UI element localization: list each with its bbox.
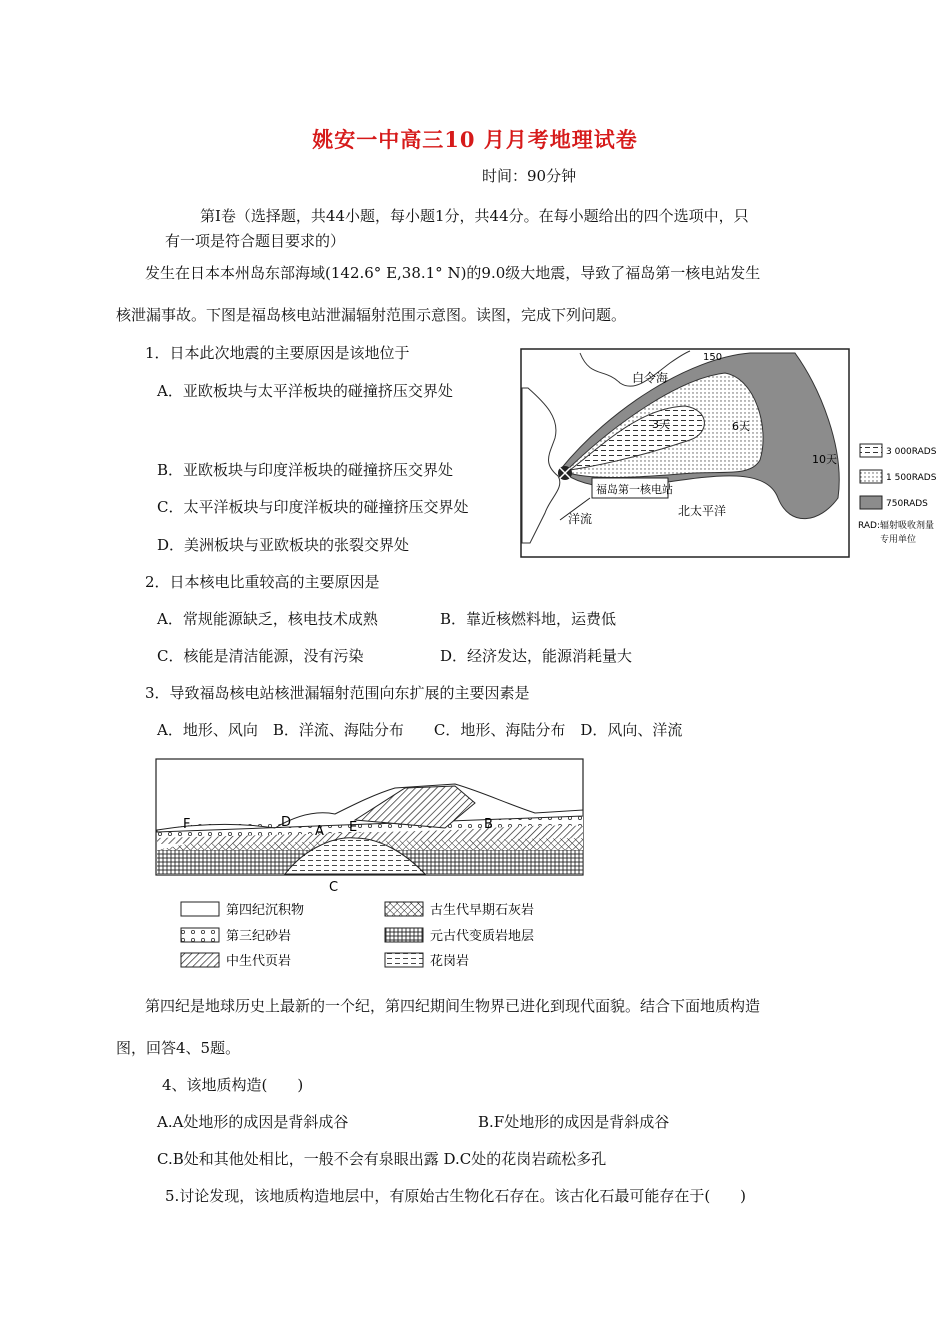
- legend-1500: 1 500RADS: [886, 473, 937, 483]
- map-legend: [856, 440, 950, 560]
- q1-option-b: B．亚欧板块与印度洋板块的碰撞挤压交界处: [157, 461, 454, 479]
- geo-label-b: B: [484, 817, 493, 832]
- geo-legend-mesozoic: 中生代页岩: [226, 954, 292, 969]
- map-label-plant: 福岛第一核电站: [596, 483, 673, 496]
- q4-stem: 4、该地质构造( ): [162, 1076, 304, 1094]
- passage1-line1: 发生在日本本州岛东部海域(142.6° E,38.1° N)的9.0级大地震，导致了福岛第一核电站发生: [145, 264, 761, 282]
- geo-label-e: E: [349, 820, 358, 835]
- legend-3000: 3 000RADS: [886, 447, 937, 457]
- q4-option-cd: C.B处和其他处相比，一般不会有泉眼出露 D.C处的花岗岩疏松多孔: [157, 1150, 607, 1168]
- geo-label-a: A: [315, 824, 324, 839]
- legend-750: 750RADS: [886, 499, 928, 509]
- passage2-line1: 第四纪是地球历史上最新的一个纪，第四纪期间生物界已进化到现代面貌。结合下面地质构造: [145, 997, 761, 1015]
- geo-legend-granite: 花岗岩: [430, 954, 470, 969]
- exam-time: 时间：90分钟: [482, 167, 577, 185]
- q1-option-d: D．美洲板块与亚欧板块的张裂交界处: [157, 536, 410, 554]
- passage1-line2: 核泄漏事故。下图是福岛核电站泄漏辐射范围示意图。读图，完成下列问题。: [116, 306, 627, 324]
- q2-option-d: D．经济发达，能源消耗量大: [440, 647, 633, 665]
- map-label-current: 洋流: [568, 512, 593, 526]
- section-intro-line1: 第Ⅰ卷（选择题，共44小题，每小题1分，共44分。在每小题给出的四个选项中，只: [200, 207, 749, 225]
- geo-legend-quaternary: 第四纪沉积物: [226, 903, 305, 918]
- legend-note-2: 专用单位: [880, 535, 917, 545]
- radiation-map: [520, 348, 850, 558]
- q2-option-b: B．靠近核燃料地，运费低: [440, 610, 617, 628]
- geo-label-c: C: [329, 880, 339, 893]
- map-label-top: 150: [703, 352, 723, 363]
- geo-legend-paleozoic: 古生代早期石灰岩: [430, 903, 535, 918]
- geo-label-d: D: [281, 815, 292, 830]
- q2-option-c: C．核能是清洁能源，没有污染: [157, 647, 364, 665]
- section-intro-line2: 有一项是符合题目要求的）: [165, 232, 346, 250]
- q3-stem: 3．导致福岛核电站核泄漏辐射范围向东扩展的主要因素是: [145, 684, 530, 702]
- geology-cross-section: [155, 758, 585, 893]
- geology-legend: [178, 896, 598, 976]
- passage2-line2: 图，回答4、5题。: [116, 1039, 241, 1057]
- geo-label-f: F: [183, 817, 191, 832]
- q2-stem: 2．日本核电比重较高的主要原因是: [145, 573, 380, 591]
- q3-options: A．地形、风向 B．洋流、海陆分布 C．地形、海陆分布 D．风向、洋流: [157, 721, 683, 739]
- page-title: 姚安一中高三10 月月考地理试卷: [312, 127, 638, 152]
- map-label-bering: 白令海: [632, 371, 669, 385]
- map-label-pacific: 北太平洋: [678, 504, 727, 518]
- q4-option-b: B.F处地形的成因是背斜成谷: [478, 1113, 670, 1131]
- geo-legend-proterozoic: 元古代变质岩地层: [430, 929, 535, 944]
- q5-stem: 5.讨论发现，该地质构造地层中，有原始古生物化石存在。该古化石最可能存在于( ): [165, 1187, 747, 1205]
- q1-option-c: C．太平洋板块与印度洋板块的碰撞挤压交界处: [157, 498, 469, 516]
- map-label-10d: 10天: [812, 453, 837, 466]
- legend-note-1: RAD:辐射吸收剂量: [858, 521, 935, 531]
- q4-option-a: A.A处地形的成因是背斜成谷: [157, 1113, 349, 1131]
- q1-stem: 1．日本此次地震的主要原因是该地位于: [145, 344, 410, 362]
- map-label-3d: 3天: [652, 418, 670, 431]
- q1-option-a: A．亚欧板块与太平洋板块的碰撞挤压交界处: [157, 382, 453, 400]
- map-label-6d: 6天: [732, 420, 750, 433]
- geo-legend-tertiary: 第三纪砂岩: [226, 929, 292, 944]
- q2-option-a: A．常规能源缺乏，核电技术成熟: [157, 610, 378, 628]
